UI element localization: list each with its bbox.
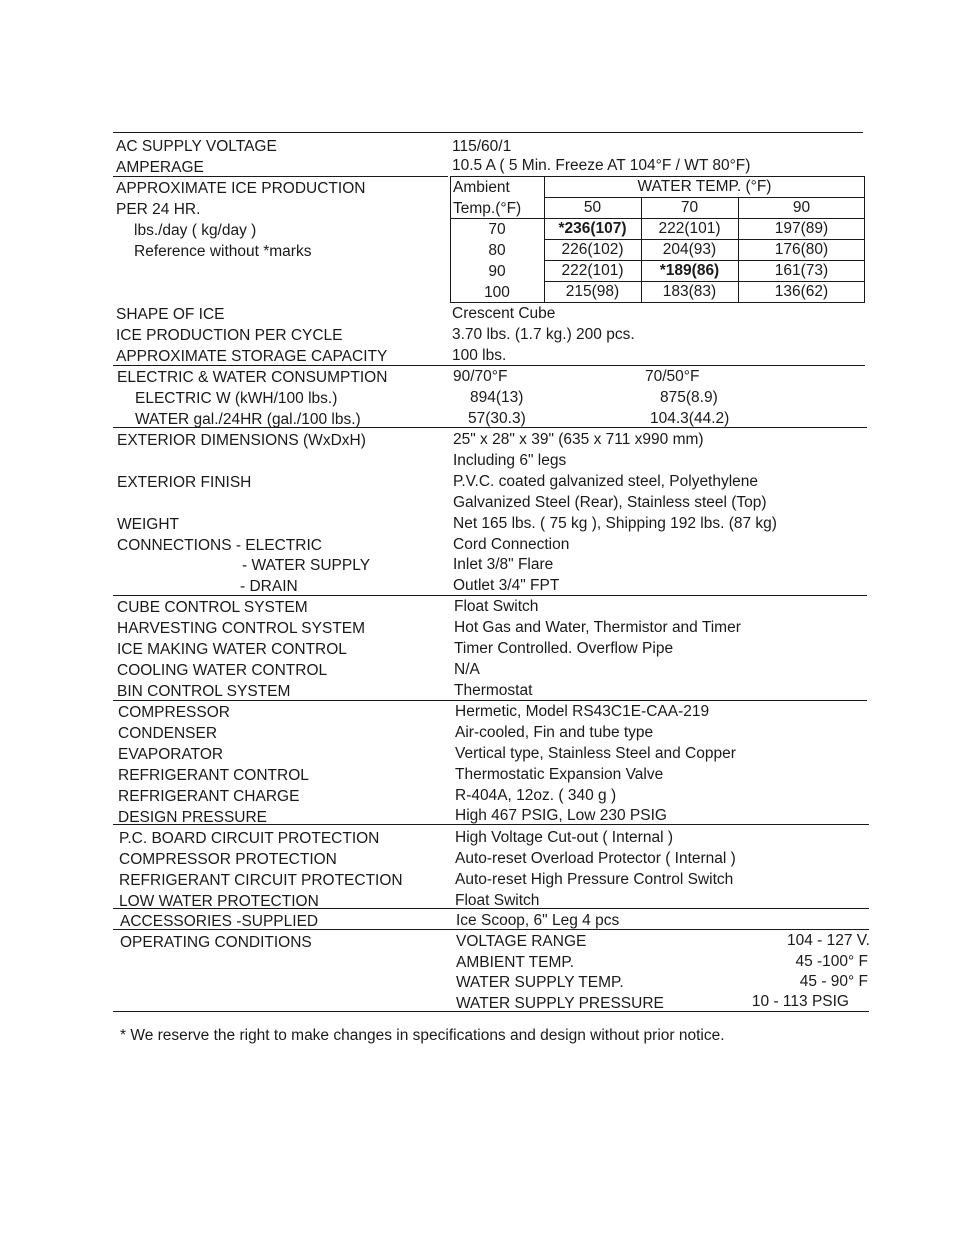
cube-control-value: Float Switch [454, 598, 539, 615]
table-ambient-cell: 80 [488, 242, 506, 259]
table-cell-70: 222(101) [658, 220, 721, 237]
water-supply-pressure-name: WATER SUPPLY PRESSURE [456, 995, 664, 1012]
table-cell-50: *236(107) [558, 220, 627, 237]
table-temp-header: Temp.(°F) [453, 200, 522, 217]
table-cell-50: 222(101) [561, 262, 624, 279]
bin-control-value: Thermostat [454, 682, 533, 699]
weight-value: Net 165 lbs. ( 75 kg ), Shipping 192 lbs. (87 kg) [453, 515, 777, 532]
exterior-dimensions-label: EXTERIOR DIMENSIONS (WxDxH) [117, 432, 366, 449]
exterior-finish-value1: P.V.C. coated galvanized steel, Polyethylene [453, 473, 759, 490]
condenser-label: CONDENSER [118, 725, 218, 742]
refrigerant-charge-label: REFRIGERANT CHARGE [118, 788, 300, 805]
low-water-protection-value: Float Switch [455, 892, 540, 909]
electric-consumption-v1: 894(13) [470, 389, 524, 406]
consumption-col2-header: 70/50°F [645, 368, 700, 385]
exterior-finish-label: EXTERIOR FINISH [117, 474, 252, 491]
water-supply-pressure-value: 10 - 113 PSIG [751, 993, 849, 1010]
table-cell-70: 183(83) [662, 283, 717, 300]
ac-supply-voltage-label: AC SUPPLY VOLTAGE [116, 138, 277, 155]
exterior-dimensions-value: 25" x 28" x 39" (635 x 711 x990 mm) [453, 431, 704, 448]
water-consumption-v1: 57(30.3) [468, 410, 526, 427]
bin-control-label: BIN CONTROL SYSTEM [117, 683, 291, 700]
ambient-temp-name: AMBIENT TEMP. [456, 954, 575, 971]
table-col-70-header: 70 [680, 199, 699, 216]
amperage-label: AMPERAGE [116, 159, 204, 176]
compressor-label: COMPRESSOR [118, 704, 230, 721]
shape-of-ice-label: SHAPE OF ICE [116, 306, 225, 323]
ice-production-label: APPROXIMATE ICE PRODUCTION [116, 180, 366, 197]
ice-making-water-label: ICE MAKING WATER CONTROL [117, 641, 347, 658]
accessories-label: ACCESSORIES -SUPPLIED [120, 913, 319, 930]
compressor-protection-label: COMPRESSOR PROTECTION [119, 851, 337, 868]
ice-per-cycle-label: ICE PRODUCTION PER CYCLE [116, 327, 343, 344]
refrigerant-charge-value: R-404A, 12oz. ( 340 g ) [455, 787, 617, 804]
table-ambient-header: Ambient [453, 179, 510, 196]
operating-conditions-label: OPERATING CONDITIONS [120, 934, 312, 951]
voltage-range-name: VOLTAGE RANGE [456, 933, 587, 950]
ambient-temp-value: 45 -100° F [795, 953, 868, 970]
weight-label: WEIGHT [117, 516, 179, 533]
ac-supply-voltage-value: 115/60/1 [452, 138, 512, 155]
design-pressure-value: High 467 PSIG, Low 230 PSIG [455, 807, 667, 824]
table-ambient-cell: 70 [488, 221, 506, 238]
pc-board-protection-value: High Voltage Cut-out ( Internal ) [455, 829, 673, 846]
condenser-value: Air-cooled, Fin and tube type [455, 724, 654, 741]
harvesting-control-label: HARVESTING CONTROL SYSTEM [117, 620, 366, 637]
table-row2-line [544, 260, 865, 261]
ice-production-unit-label: lbs./day ( kg/day ) [134, 222, 257, 239]
water-supply-temp-name: WATER SUPPLY TEMP. [456, 974, 624, 991]
low-water-protection-label: LOW WATER PROTECTION [119, 893, 319, 910]
table-cell-70: *189(86) [659, 262, 720, 279]
table-ambient-cell: 90 [488, 263, 506, 280]
connections-electric-label: CONNECTIONS - ELECTRIC [117, 537, 322, 554]
divider-top [113, 132, 863, 133]
refrigerant-circuit-protection-value: Auto-reset High Pressure Control Switch [455, 871, 734, 888]
compressor-value: Hermetic, Model RS43C1E-CAA-219 [455, 703, 710, 720]
table-water-temp-header: WATER TEMP. (°F) [637, 178, 772, 195]
connections-drain-value: Outlet 3/4" FPT [453, 577, 560, 594]
harvesting-control-value: Hot Gas and Water, Thermistor and Timer [454, 619, 741, 636]
table-cell-90: 197(89) [774, 220, 829, 237]
shape-of-ice-value: Crescent Cube [452, 305, 556, 322]
cube-control-label: CUBE CONTROL SYSTEM [117, 599, 308, 616]
connections-drain-label: - DRAIN [240, 578, 298, 595]
table-col-50-header: 50 [583, 199, 602, 216]
storage-capacity-label: APPROXIMATE STORAGE CAPACITY [116, 348, 388, 365]
table-col-90-header: 90 [792, 199, 811, 216]
pc-board-protection-label: P.C. BOARD CIRCUIT PROTECTION [119, 830, 380, 847]
table-cell-90: 176(80) [774, 241, 829, 258]
exterior-dimensions-note: Including 6" legs [453, 452, 567, 469]
table-header-bottom-line [450, 218, 865, 219]
accessories-value: Ice Scoop, 6" Leg 4 pcs [456, 912, 620, 929]
evaporator-label: EVAPORATOR [118, 746, 224, 763]
ice-making-water-value: Timer Controlled. Overflow Pipe [454, 640, 674, 657]
table-top-line [450, 176, 865, 177]
exterior-finish-value2: Galvanized Steel (Rear), Stainless steel (Top) [453, 494, 767, 511]
footnote: * We reserve the right to make changes in specifications and design without prior notice. [120, 1027, 725, 1044]
table-cell-90: 136(62) [774, 283, 829, 300]
cooling-water-value: N/A [454, 661, 480, 678]
table-water-header-line [544, 197, 865, 198]
water-supply-temp-value: 45 - 90° F [799, 973, 868, 990]
refrigerant-circuit-protection-label: REFRIGERANT CIRCUIT PROTECTION [119, 872, 403, 889]
electric-consumption-label: ELECTRIC W (kWH/100 lbs.) [135, 390, 338, 407]
design-pressure-label: DESIGN PRESSURE [118, 809, 268, 826]
consumption-col1-header: 90/70°F [453, 368, 508, 385]
connections-water-value: Inlet 3/8" Flare [453, 556, 554, 573]
refrigerant-control-value: Thermostatic Expansion Valve [455, 766, 664, 783]
water-consumption-label: WATER gal./24HR (gal./100 lbs.) [135, 411, 361, 428]
storage-capacity-value: 100 lbs. [452, 347, 507, 364]
ice-production-per-label: PER 24 HR. [116, 201, 201, 218]
water-consumption-v2: 104.3(44.2) [650, 410, 730, 427]
table-cell-90: 161(73) [774, 262, 829, 279]
table-cell-70: 204(93) [662, 241, 717, 258]
refrigerant-control-label: REFRIGERANT CONTROL [118, 767, 309, 784]
table-bottom-line [450, 302, 865, 303]
table-row1-line [544, 239, 865, 240]
compressor-protection-value: Auto-reset Overload Protector ( Internal ) [455, 850, 736, 867]
table-ambient-cell: 100 [484, 284, 510, 301]
ice-production-reference-label: Reference without *marks [134, 243, 312, 260]
divider-after-connections [113, 595, 867, 596]
consumption-label: ELECTRIC & WATER CONSUMPTION [117, 369, 388, 386]
table-row3-line [544, 281, 865, 282]
amperage-value: 10.5 A ( 5 Min. Freeze AT 104°F / WT 80°F) [452, 157, 751, 174]
connections-water-label: - WATER SUPPLY [242, 557, 371, 574]
ice-per-cycle-value: 3.70 lbs. (1.7 kg.) 200 pcs. [452, 326, 635, 343]
cooling-water-label: COOLING WATER CONTROL [117, 662, 328, 679]
table-cell-50: 215(98) [565, 283, 620, 300]
table-cell-50: 226(102) [561, 241, 624, 258]
connections-electric-value: Cord Connection [453, 536, 570, 553]
electric-consumption-v2: 875(8.9) [660, 389, 718, 406]
voltage-range-value: 104 - 127 V. [786, 932, 870, 949]
evaporator-value: Vertical type, Stainless Steel and Copper [455, 745, 736, 762]
